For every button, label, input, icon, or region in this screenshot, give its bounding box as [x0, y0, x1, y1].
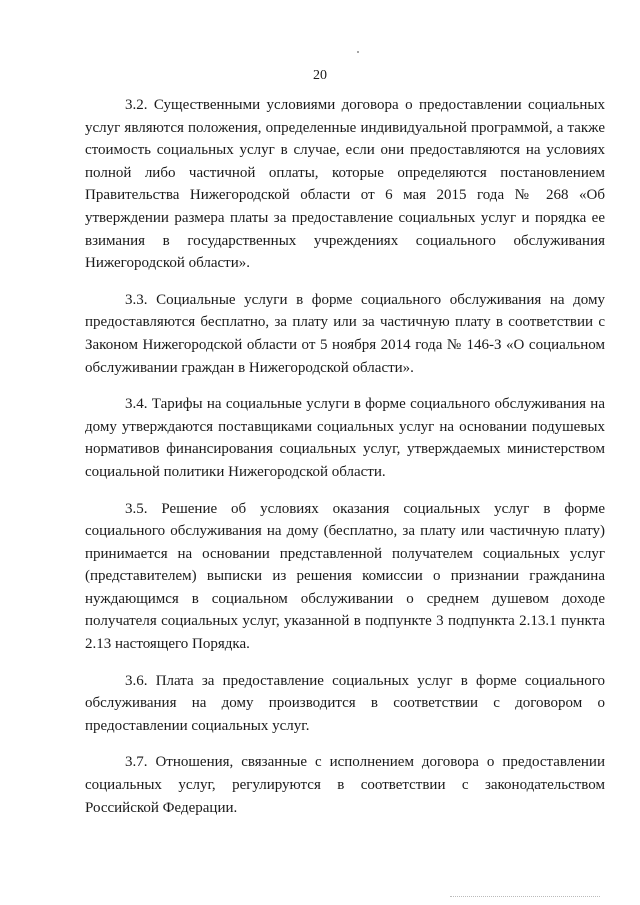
paragraph-3-5: 3.5. Решение об условиях оказания социальных услуг в форме социального обслуживания на дому (бесплатно, за плату или частичную плату) принимается на основании представленной получателем социальных услуг (представителем) выписки из решения комиссии о признании гражданина нуждающимся в социальном обслуживании о среднем душевом доходе получателя социальных услуг, указанной в подпункте 3 подпункта 2.13.1 пункта 2.13 настоящего Порядка.: [85, 500, 605, 653]
document-body: [85, 94, 605, 833]
paragraph-3-3: 3.3. Социальные услуги в форме социального обслуживания на дому предоставляются бесплатно, за плату или за частичную плату в соответствии с Законом Нижегородской области от 5 ноября 2014 года № 146-З «О социальном обслуживании граждан в Нижегородской области».: [85, 291, 605, 376]
scan-artifact: [450, 896, 600, 901]
paragraph-3-4: 3.4. Тарифы на социальные услуги в форме социального обслуживания на дому утверждаются поставщиками социальных услуг на основании подушевых нормативов финансирования социальных услуг, утверждаемых министерством социальной политики Нижегородской области.: [85, 396, 605, 480]
paragraph-3-6: 3.6. Плата за предоставление социальных услуг в форме социального обслуживания на дому производится в соответствии с договором о предоставлении социальных услуг.: [85, 672, 605, 734]
paragraph-3-2: 3.2. Существенными условиями договора о предоставлении социальных услуг являются положения, определенные индивидуальной программой, а также стоимость социальных услуг в случае, если они предоставляются на условиях полной либо частичной оплаты, которые определяются постановлением Правительства Нижегородской области от 6 мая 2015 года № 268 «Об утверждении размера платы за предоставление социальных услуг и порядка ее взимания в государственных учреждениях социального обслуживания Нижегородской области».: [85, 97, 605, 272]
scan-speck: [357, 51, 359, 53]
page-number: 20: [313, 68, 327, 83]
paragraph-3-7: 3.7. Отношения, связанные с исполнением договора о предоставлении социальных услуг, регулируются в соответствии с законодательством Российской Федерации.: [85, 754, 605, 816]
